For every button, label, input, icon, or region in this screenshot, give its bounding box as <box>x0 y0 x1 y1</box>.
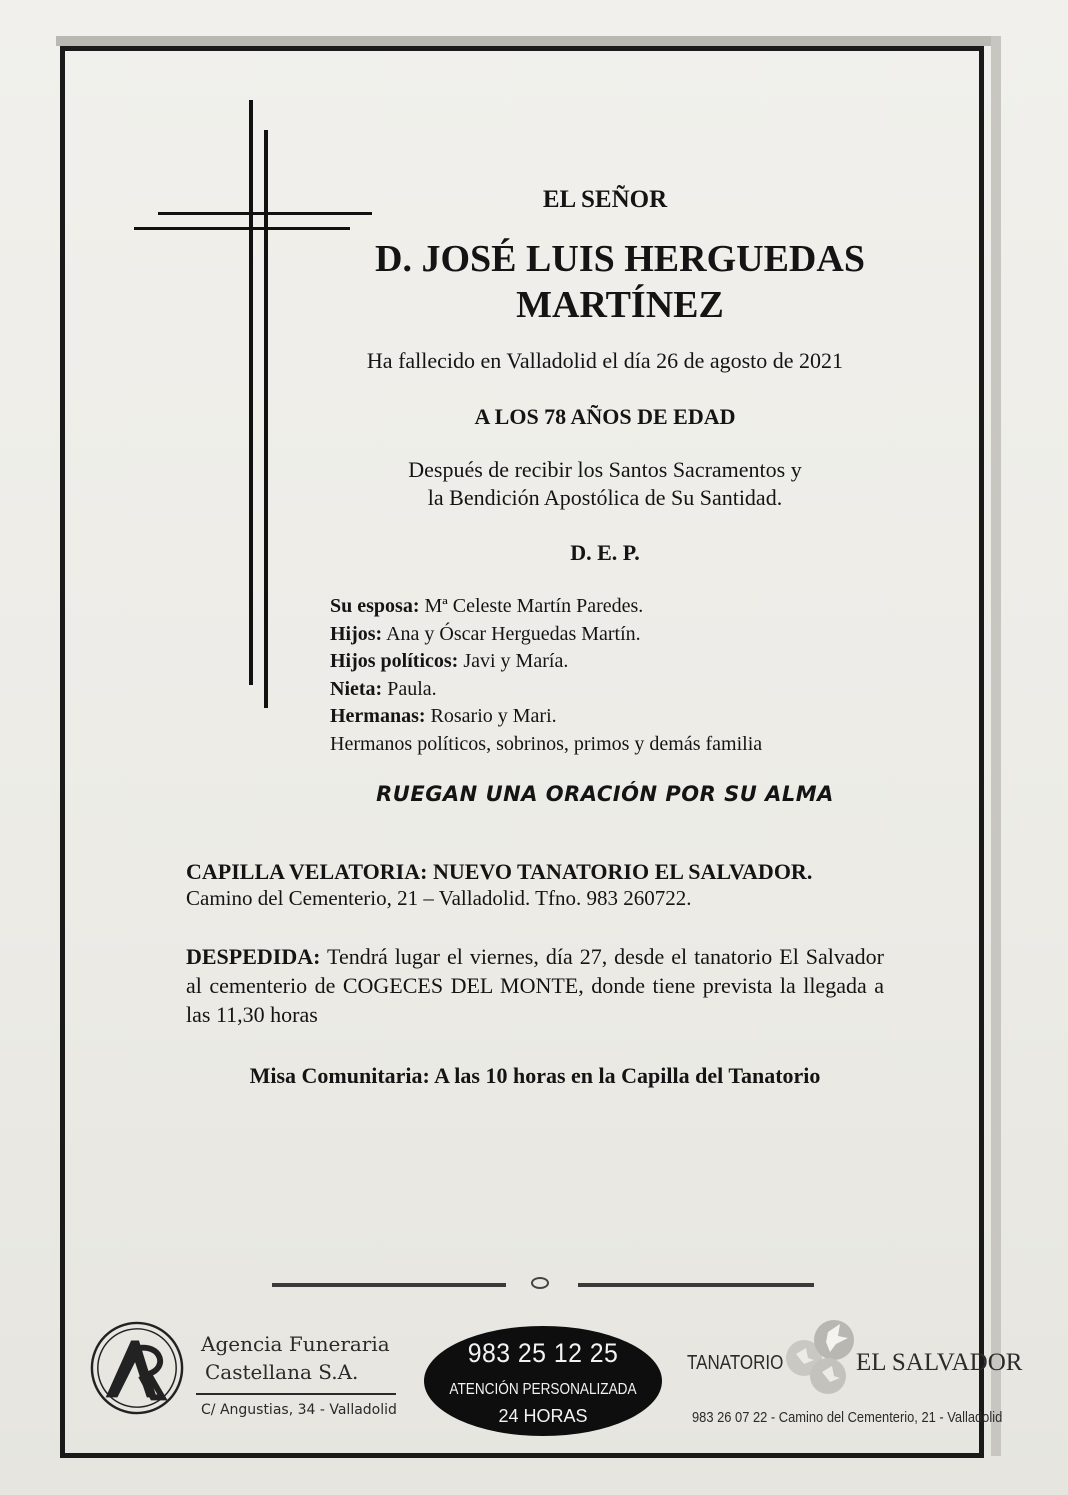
agency-name-line: Agencia Funeraria <box>201 1332 390 1356</box>
family-label: Hermanas: <box>330 705 426 727</box>
chapel-address: Camino del Cementerio, 21 – Valladolid. Tfno. 983 260722. <box>186 886 692 910</box>
frame-shadow-right <box>991 36 1001 1456</box>
deceased-name <box>340 236 900 328</box>
farewell-label: DESPEDIDA: <box>186 944 321 969</box>
family-label: Hijos políticos: <box>330 650 459 672</box>
family-item <box>330 593 762 621</box>
sacraments-line: la Bendición Apostólica de Su Santidad. <box>427 485 783 510</box>
notice-heading: EL SEÑOR <box>542 186 668 213</box>
prayer-request: RUEGAN UNA ORACIÓN POR SU ALMA <box>376 782 834 806</box>
attention-label: ATENCIÓN PERSONALIZADA <box>449 1381 637 1398</box>
hours-label: 24 HORAS <box>498 1406 588 1426</box>
family-item <box>330 648 762 676</box>
family-value: Javi y María. <box>458 650 569 672</box>
phone-badge <box>424 1326 662 1436</box>
agency-name <box>201 1330 401 1386</box>
agency-address: C/ Angustias, 34 - Valladolid <box>201 1402 397 1418</box>
family-value: Mª Celeste Martín Paredes. <box>419 595 644 617</box>
salvador-label: EL SALVADOR <box>856 1349 1023 1376</box>
age-statement: A LOS 78 AÑOS DE EDAD <box>474 404 736 429</box>
family-item <box>330 676 762 704</box>
family-item <box>330 621 762 649</box>
family-value: Paula. <box>382 677 437 700</box>
sacraments-line: Después de recibir los Santos Sacramentos y <box>408 457 802 482</box>
farewell-info <box>186 942 884 1029</box>
family-value: Ana y Óscar Herguedas Martín. <box>382 622 641 645</box>
cross-vertical-bar <box>264 130 268 708</box>
death-statement: Ha fallecido en Valladolid el día 26 de agosto de 2021 <box>366 348 844 373</box>
family-value: Rosario y Mari. <box>425 705 557 727</box>
agency-logo-icon <box>88 1319 186 1417</box>
dep-abbreviation: D. E. P. <box>570 540 640 565</box>
family-label: Nieta: <box>330 677 383 700</box>
deceased-name-line: D. JOSÉ LUIS HERGUEDAS <box>375 238 865 280</box>
family-list <box>330 593 762 758</box>
cross-horizontal-bar <box>158 212 372 215</box>
mass-info: Misa Comunitaria: A las 10 horas en la Capilla del Tanatorio <box>249 1063 821 1088</box>
footer-divider-right <box>578 1283 814 1287</box>
tanatorio-label: TANATORIO <box>687 1352 784 1374</box>
cross-horizontal-bar <box>134 227 350 230</box>
family-extra: Hermanos políticos, sobrinos, primos y demás familia <box>330 732 763 755</box>
family-item <box>330 703 762 731</box>
agency-name-line: Castellana S.A. <box>205 1360 359 1384</box>
footer-divider-left <box>272 1283 506 1287</box>
footer-divider-ornament <box>531 1277 549 1289</box>
agency-underline <box>196 1393 396 1395</box>
chapel-info <box>186 858 876 912</box>
tanatorio-address: 983 26 07 22 - Camino del Cementerio, 21 - Valladolid <box>692 1409 1003 1426</box>
chapel-title: CAPILLA VELATORIA: NUEVO TANATORIO EL SALVADOR. <box>186 859 813 884</box>
phone-number: 983 25 12 25 <box>467 1338 619 1368</box>
farewell-text: Tendrá lugar el viernes, día 27, desde el tanatorio El Salvador al cementerio de COGECES DEL MONTE, donde tiene prevista la llegada a las 11,30 horas <box>186 944 884 1027</box>
sacraments-statement <box>330 456 880 512</box>
dove-emblem-icon <box>778 1314 862 1400</box>
family-label: Su esposa: <box>330 595 420 617</box>
family-label: Hijos: <box>330 622 383 645</box>
frame-shadow-top <box>56 36 998 46</box>
deceased-name-line: MARTÍNEZ <box>516 284 724 326</box>
cross-vertical-bar <box>249 100 253 685</box>
